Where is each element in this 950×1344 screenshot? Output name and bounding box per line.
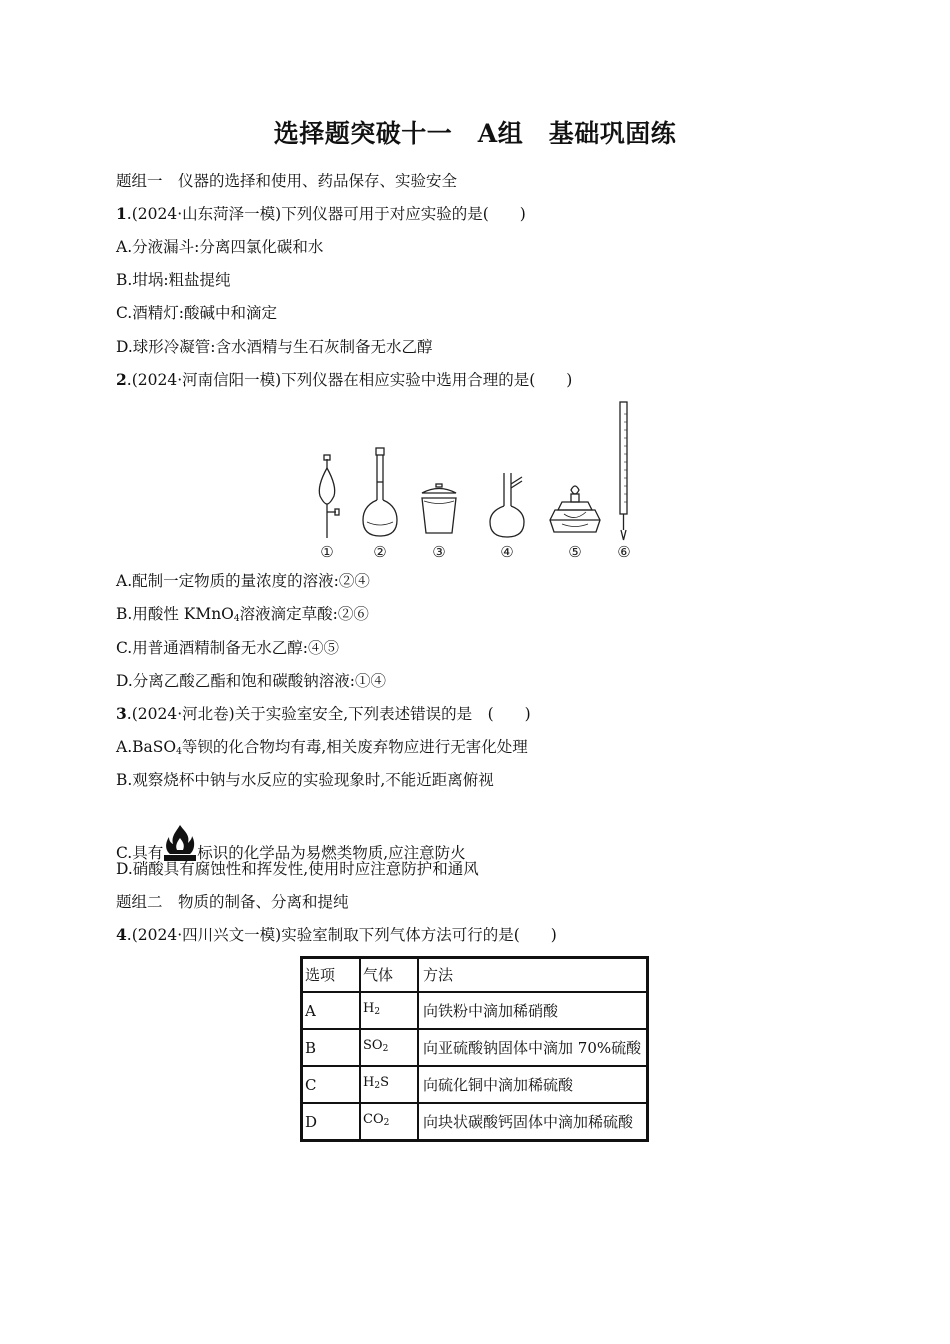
header-cell: 方法 [418,958,648,993]
q3-option-a [116,736,528,763]
q2-option-d: D.分离乙酸乙酯和饱和碳酸钠溶液:①④ [116,672,387,690]
option-text: 标识的化学品为易燃类物质,应注意防火 [197,844,466,862]
q2-option-c: C.用普通酒精制备无水乙醇:④⑤ [116,639,339,657]
table-cell: $CO_2$ [360,1103,418,1141]
q2-option-b [116,603,369,630]
header-cell: 选项 [302,958,361,993]
table-cell: C [302,1066,361,1103]
table-row [302,1103,648,1141]
group-heading-2: 题组二 物质的制备、分离和提纯 [116,893,349,911]
table-cell: 向亚硫酸钠固体中滴加 70%硫酸 [418,1029,648,1066]
table-row [302,1066,648,1103]
table-cell: $SO_2$ [360,1029,418,1066]
question-4-stem [116,924,557,946]
q1-option-d: D.球形冷凝管:含水酒精与生石灰制备无水乙醇 [116,338,433,356]
table-cell: 向硫化铜中滴加稀硫酸 [418,1066,648,1103]
question-number: 2 [116,370,127,389]
question-2-stem [116,369,572,391]
option-text: 等钡的化合物均有毒,相关废弃物应进行无害化处理 [181,738,528,756]
option-text: C.具有 [116,844,164,862]
q1-option-b: B.坩埚:粗盐提纯 [116,271,231,289]
page-title: 选择题突破十一 A组 基础巩固练 [273,119,677,148]
question-number: 3 [116,704,127,723]
table-cell: $H_2S$ [360,1066,418,1103]
table-cell: D [302,1103,361,1141]
apparatus-label: ⑥ [617,543,631,561]
volumetric-flask-icon [363,448,397,536]
question-1-stem [116,203,526,225]
table-cell: A [302,992,361,1029]
flammable-icon [163,824,197,862]
apparatus-label: ④ [500,543,514,561]
apparatus-figure [300,398,645,563]
table-row [302,992,648,1029]
apparatus-label: ⑤ [568,543,582,561]
question-text: .(2024·山东菏泽一模)下列仪器可用于对应实验的是( ) [126,205,526,223]
option-text: A.BaSO [116,738,177,756]
apparatus-label: ① [320,543,334,561]
question-number: 4 [116,925,127,944]
apparatus-label: ② [373,543,387,561]
table-cell: 向铁粉中滴加稀硝酸 [418,992,648,1029]
q1-option-a: A.分液漏斗:分离四氯化碳和水 [116,238,324,256]
question-text: .(2024·河南信阳一模)下列仪器在相应实验中选用合理的是( ) [126,371,573,389]
crucible-icon [422,484,456,533]
question-number: 1 [116,204,127,223]
q2-option-a: A.配制一定物质的量浓度的溶液:②④ [116,572,370,590]
option-text: 溶液滴定草酸:②⑥ [239,605,369,623]
options-table [300,956,649,1142]
apparatus-label: ③ [432,543,446,561]
table-cell: $H_2$ [360,992,418,1029]
question-3-stem [116,703,531,725]
subscript: 4 [233,614,240,624]
header-cell: 气体 [360,958,418,993]
table-cell: 向块状碳酸钙固体中滴加稀硫酸 [418,1103,648,1141]
burette-icon [620,402,627,540]
q3-option-b: B.观察烧杯中钠与水反应的实验现象时,不能近距离俯视 [116,771,494,789]
q3-option-d: D.硝酸具有腐蚀性和挥发性,使用时应注意防护和通风 [116,860,479,878]
q1-option-c: C.酒精灯:酸碱中和滴定 [116,304,277,322]
distilling-flask-icon [490,473,524,537]
table-row [302,1029,648,1066]
question-text: .(2024·河北卷)关于实验室安全,下列表述错误的是 ( ) [126,705,531,723]
table-header-row [302,958,648,993]
alcohol-lamp-icon [550,486,600,532]
separatory-funnel-icon [319,455,339,538]
table-cell: B [302,1029,361,1066]
option-text: B.用酸性 KMnO [116,605,234,623]
subscript: 4 [176,747,182,757]
group-heading-1: 题组一 仪器的选择和使用、药品保存、实验安全 [116,172,458,190]
question-text: .(2024·四川兴文一模)实验室制取下列气体方法可行的是( ) [126,926,557,944]
